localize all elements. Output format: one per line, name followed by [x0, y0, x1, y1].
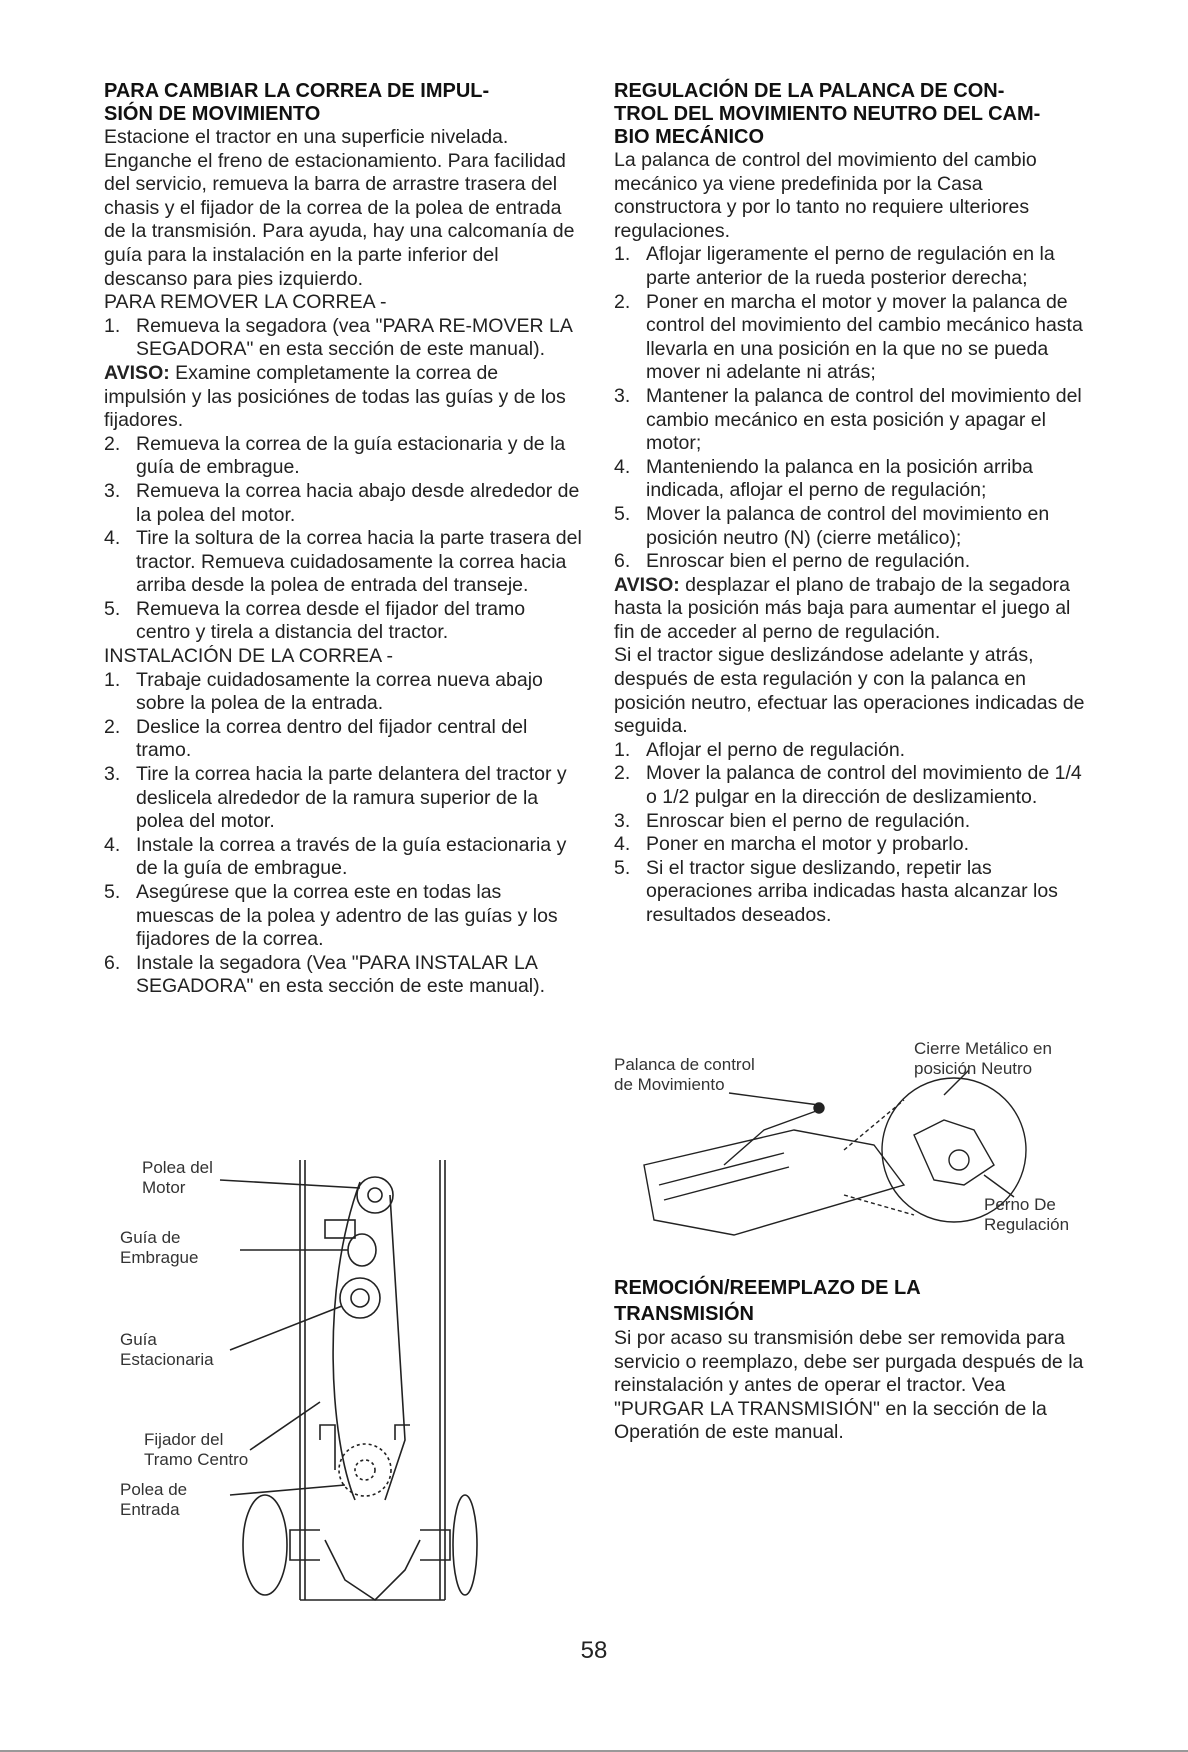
install-belt-steps: [104, 669, 582, 999]
step-text: Enroscar bien el perno de regulación.: [646, 809, 971, 832]
list-item: [614, 739, 1092, 763]
step-number: 4.: [614, 833, 631, 856]
list-item: [614, 762, 1092, 809]
step-text: Deslice la correa dentro del fijador central del tramo.: [136, 715, 528, 762]
step-text: Remueva la correa desde el fijador del tramo centro y tirela a distancia del tractor.: [136, 597, 526, 644]
step-text: Tire la soltura de la correa hacia la parte trasera del tractor. Remueva cuidadosamente la correa hacia arriba desde la polea de entrada del transeje.: [136, 527, 582, 597]
list-item: [104, 952, 582, 999]
step-number: 1.: [104, 668, 121, 691]
list-item: [104, 881, 582, 952]
remove-belt-subheading: PARA REMOVER LA CORREA -: [104, 291, 387, 314]
left-column: [104, 80, 582, 999]
step-text: Poner en marcha el motor y mover la palanca de control del movimiento del cambio mecánico hasta llevarla en una posición en la que no se pueda mover ni adelante ni atrás;: [646, 290, 1083, 384]
step-number: 5.: [614, 856, 631, 879]
drive-belt-heading: PARA CAMBIAR LA CORREA DE IMPUL- SIÓN DE MOVIMIENTO: [104, 80, 490, 125]
step-number: 3.: [104, 763, 121, 786]
aviso-text: Examine completamente la correa de impulsión y las posiciónes de todas las guías y de los fijadores.: [104, 361, 566, 432]
remove-belt-step1-list: [104, 315, 582, 362]
list-item: [104, 527, 582, 598]
list-item: [104, 598, 582, 645]
step-number: 4.: [104, 833, 121, 856]
step-number: 1.: [614, 738, 631, 761]
step-text: Si el tractor sigue deslizando, repetir las operaciones arriba indicadas hasta alcanzar los resultados deseados.: [646, 856, 1058, 926]
step-text: Enroscar bien el perno de regulación.: [646, 550, 971, 573]
neutral-lever-figure: [614, 1035, 1092, 1255]
step-number: 1.: [614, 243, 631, 266]
center-span-fixer-label: Fijador del Tramo Centro: [144, 1430, 249, 1469]
engine-pulley-label: Polea del Motor: [142, 1158, 213, 1197]
step-text: Remueva la segadora (vea "PARA RE-MOVER LA SEGADORA" en esta sección de este manual).: [136, 314, 572, 361]
aviso-paragraph: [104, 362, 582, 433]
step-number: 3.: [104, 479, 121, 502]
list-item: [104, 716, 582, 763]
step-number: 1.: [104, 314, 121, 337]
install-belt-subheading: INSTALACIÓN DE LA CORREA -: [104, 645, 393, 668]
step-text: Trabaje cuidadosamente la correa nueva abajo sobre la polea de la entrada.: [136, 668, 543, 715]
input-pulley-label: Polea de Entrada: [120, 1480, 188, 1519]
neutral-adjustment-intro: La palanca de control del movimiento del cambio mecánico ya viene predefinida por la Casa constructora y por lo tanto no requiere ulteriores regulaciones.: [614, 149, 1037, 242]
transmission-removal-section: [614, 1275, 1092, 1445]
step-text: Manteniendo la palanca en la posición arriba indicada, aflojar el perno de regulación;: [646, 455, 1034, 502]
step-number: 6.: [614, 550, 631, 573]
adjustment-bolt-label: Perno De Regulación: [984, 1195, 1070, 1234]
belt-routing-figure: [120, 1140, 480, 1610]
list-item: [614, 291, 1092, 385]
step-text: Mover la palanca de control del movimiento de 1/4 o 1/2 pulgar en la dirección de deslizamiento.: [646, 762, 1082, 809]
step-number: 6.: [104, 951, 121, 974]
step-text: Mover la palanca de control del movimiento en posición neutro (N) (cierre metálico);: [646, 502, 1050, 549]
step-number: 3.: [614, 384, 631, 407]
step-number: 2.: [104, 432, 121, 455]
step-text: Aflojar ligeramente el perno de regulación en la parte anterior de la rueda posterior derecha;: [646, 243, 1055, 289]
step-number: 5.: [614, 502, 631, 525]
step-text: Aflojar el perno de regulación.: [646, 738, 906, 761]
step-number: 2.: [104, 715, 121, 738]
step-text: Asegúrese que la correa este en todas las muescas de la polea y adentro de las guías y los fijadores de la correa.: [136, 881, 558, 951]
list-item: [104, 669, 582, 716]
list-item: [614, 503, 1092, 550]
step-text: Tire la correa hacia la parte delantera del tractor y deslicela alrededor de la ramura superior de la polea del motor.: [136, 763, 567, 833]
aviso-label: AVISO:: [104, 361, 170, 384]
clutch-guide-label: Guía de Embrague: [120, 1228, 199, 1267]
page-number: 58: [580, 1637, 608, 1664]
step-number: 4.: [614, 455, 631, 478]
step-number: 2.: [614, 762, 631, 785]
list-item: [104, 433, 582, 480]
aviso-label: AVISO:: [614, 573, 680, 596]
list-item: [614, 833, 1092, 857]
step-text: Instale la segadora (Vea "PARA INSTALAR LA SEGADORA" en esta sección de este manual).: [136, 951, 546, 998]
step-number: 3.: [614, 809, 631, 832]
remove-belt-steps: [104, 433, 582, 645]
step-number: 2.: [614, 290, 631, 313]
list-item: [614, 810, 1092, 834]
list-item: [614, 857, 1092, 928]
aviso-paragraph: [614, 574, 1092, 645]
drive-belt-intro: Estacione el tractor en una superficie nivelada. Enganche el freno de estacionamiento. Para facilidad del servicio, remueva la barra de arrastre trasera del chasis y el fijador de la correa de la polea de entrada de la transmisión. Para ayuda, hay una calcomanía de guía para la instalación en la parte inferior del descanso para pies izquierdo.: [104, 126, 575, 290]
list-item: [614, 456, 1092, 503]
transmission-removal-heading: REMOCIÓN/REEMPLAZO DE LA TRANSMISIÓN: [614, 1277, 921, 1325]
neutral-latch-label: Cierre Metálico en posición Neutro: [914, 1039, 1052, 1078]
stationary-guide-label: Guía Estacionaria: [120, 1330, 214, 1369]
belt-routing-diagram: [120, 1140, 480, 1610]
step-text: Mantener la palanca de control del movimiento del cambio mecánico en esta posición y apagar el motor;: [646, 384, 1082, 455]
step-text: Poner en marcha el motor y probarlo.: [646, 833, 969, 856]
transmission-removal-text: Si por acaso su transmisión debe ser removida para servicio o reemplazo, debe ser purgada después de la reinstalación y antes de operar el tractor. Vea "PURGAR LA TRANSMISIÓN" en la sección de la Operatión de este manual.: [614, 1327, 1084, 1444]
step-number: 5.: [104, 881, 121, 903]
list-item: [104, 480, 582, 527]
list-item: [104, 763, 582, 834]
step-number: 4.: [104, 527, 121, 550]
step-text: Remueva la correa hacia abajo desde alrededor de la polea del motor.: [136, 479, 580, 526]
neutral-adjustment-steps: [614, 243, 1092, 573]
step-text: Remueva la correa de la guía estacionaria y de la guía de embrague.: [136, 432, 566, 479]
list-item: [104, 315, 582, 362]
aviso-text: desplazar el plano de trabajo de la segadora hasta la posición más baja para aumentar el juego al fin de acceder al perno de regulación.: [614, 573, 1071, 643]
step-number: 5.: [104, 597, 121, 620]
list-item: [104, 834, 582, 881]
list-item: [614, 550, 1092, 574]
right-column: [614, 80, 1092, 928]
step-text: Instale la correa a través de la guía estacionaria y de la guía de embrague.: [136, 833, 567, 880]
neutral-adjustment-heading: REGULACIÓN DE LA PALANCA DE CON- TROL DEL MOVIMIENTO NEUTRO DEL CAM- BIO MECÁNICO: [614, 80, 1041, 148]
followup-steps: [614, 739, 1092, 928]
list-item: [614, 243, 1092, 290]
movement-lever-label: Palanca de control de Movimiento: [614, 1055, 755, 1094]
list-item: [614, 385, 1092, 456]
followup-paragraph: Si el tractor sigue deslizándose adelante y atrás, después de esta regulación y con la palanca en posición neutro, efectuar las operaciones indicadas de seguida.: [614, 644, 1085, 738]
